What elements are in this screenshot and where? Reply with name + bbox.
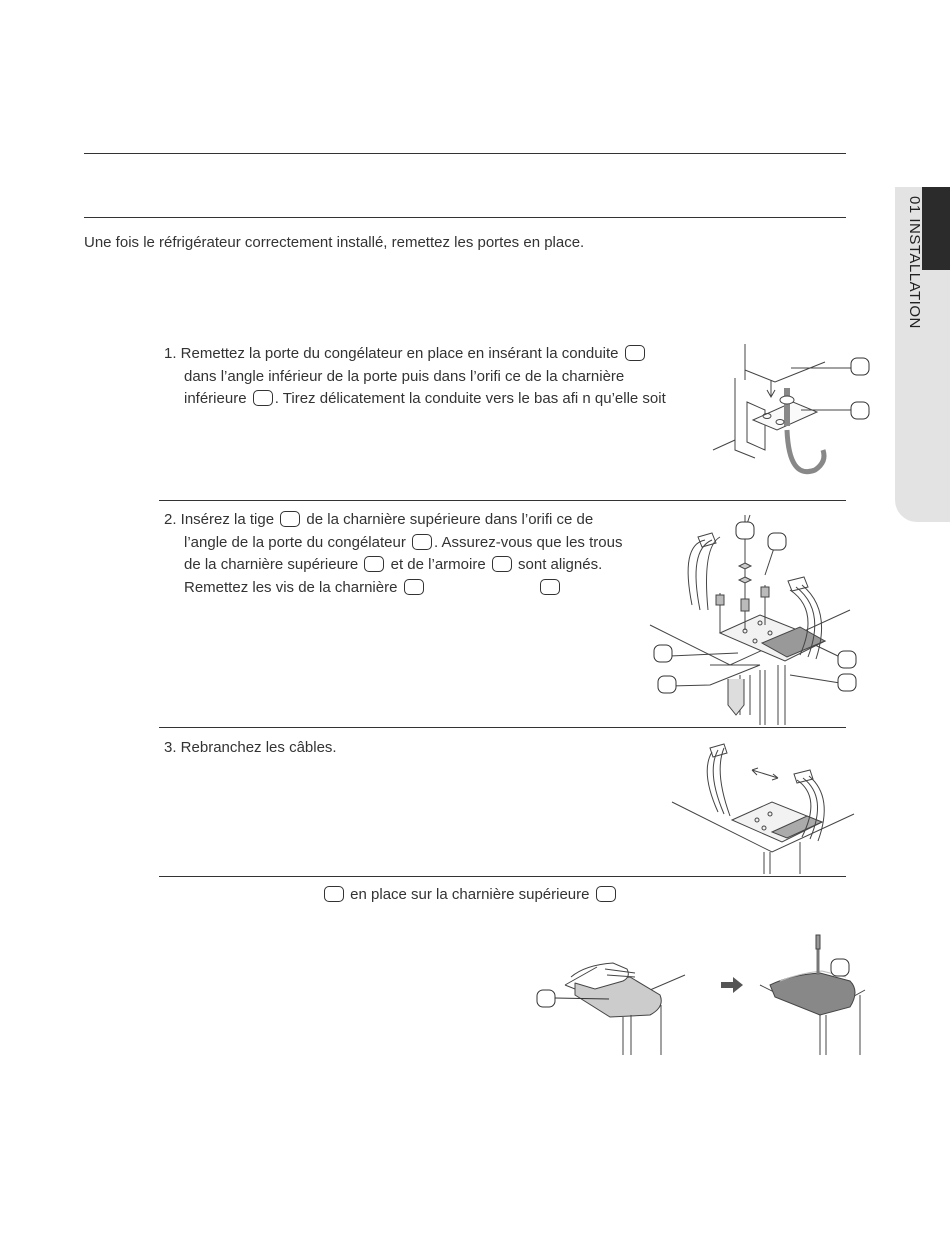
step-divider-2	[159, 727, 846, 728]
callout-box	[736, 522, 754, 539]
step-2-text	[164, 509, 622, 599]
callout-box	[412, 534, 432, 550]
step-divider-3	[159, 876, 846, 877]
header-rule-bottom	[84, 217, 846, 218]
step-2-line-4: Remettez les vis de la charnière	[184, 578, 398, 596]
step-2-illustration	[650, 515, 860, 725]
step-arrow-icon	[721, 977, 745, 993]
step-divider-1	[159, 500, 846, 501]
callout-box	[540, 579, 560, 595]
callout-box	[253, 390, 273, 406]
callout-box	[492, 556, 512, 572]
callout-box	[851, 402, 869, 419]
step-2-line-3a: de la charnière supérieure	[184, 556, 359, 573]
callout-box	[851, 358, 869, 375]
step-2-line-2a: l’angle de la porte du congélateur	[184, 533, 406, 551]
callout-box	[838, 674, 856, 691]
callout-box	[838, 651, 856, 668]
step-4-illustration-left	[535, 955, 695, 1055]
step-4-illustration-right	[760, 935, 870, 1055]
callout-box	[831, 959, 849, 976]
callout-box	[364, 556, 384, 572]
step-2-line-3b: et de l’armoire	[390, 556, 486, 573]
callout-box	[537, 990, 555, 1007]
callout-box	[625, 345, 645, 361]
callout-box	[404, 579, 424, 595]
step-1-illustration	[705, 340, 875, 480]
callout-box	[596, 886, 616, 902]
callout-box	[768, 533, 786, 550]
step-2-line-3c: sont alignés.	[518, 556, 603, 573]
callout-box	[280, 511, 300, 527]
step-1-line-2: dans l’angle inférieur de la porte puis dans l’orifi ce de la charnière	[184, 367, 625, 385]
step-1-line-1: 1. Remettez la porte du congélateur en place en insérant la conduite	[164, 345, 619, 362]
step-2-line-1b: de la charnière supérieure dans l’orifi ce de	[306, 511, 594, 528]
step-4-text	[322, 884, 618, 907]
step-1-text	[164, 343, 666, 411]
header-rule-top	[84, 153, 846, 154]
intro-text: Une fois le réfrigérateur correctement installé, remettez les portes en place.	[84, 234, 585, 251]
step-1-line-3b: . Tirez délicatement la conduite vers le bas afi n qu’elle soit	[274, 390, 666, 407]
callout-box	[654, 645, 672, 662]
step-2-line-2b: . Assurez-vous que les trous	[434, 533, 623, 551]
step-3-illustration	[672, 742, 857, 874]
chapter-tab-marker	[922, 187, 950, 270]
callout-box	[324, 886, 344, 902]
step-3-text	[164, 737, 337, 760]
chapter-tab-label: 01 INSTALLATION	[906, 196, 923, 329]
step-3-line-1: 3. Rebranchez les câbles.	[164, 739, 337, 756]
step-4-line-1: en place sur la charnière supérieure	[350, 886, 590, 903]
callout-box	[658, 676, 676, 693]
step-2-line-1a: 2. Insérez la tige	[164, 511, 275, 528]
step-1-line-3a: inférieure	[184, 390, 247, 407]
